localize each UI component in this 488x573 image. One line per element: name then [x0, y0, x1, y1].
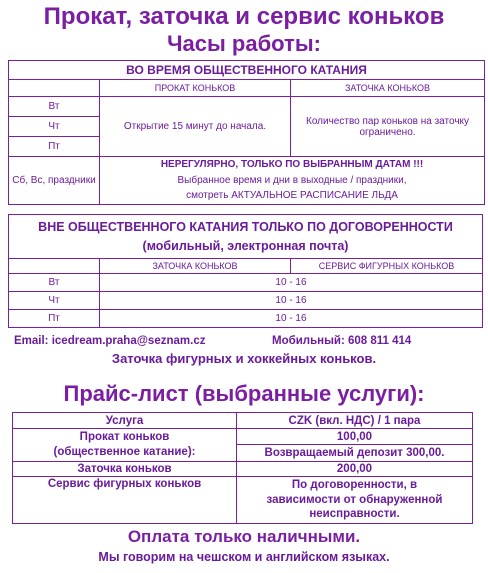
- day-cell: Пт: [9, 137, 100, 157]
- day-cell: Вт: [9, 97, 100, 117]
- outside-skating-table: [8, 214, 483, 328]
- col-sharpening-header: ЗАТОЧКА КОНЬКОВ: [100, 259, 291, 274]
- weekend-note-line: НЕРЕГУЛЯРНО, ТОЛЬКО ПО ВЫБРАННЫМ ДАТАМ !!!: [160, 159, 424, 170]
- hours-cell: 10 - 16: [100, 292, 483, 310]
- sharpening-note: Количество пар коньков на заточку ограничено.: [291, 97, 485, 157]
- figure-service-price-line: По договоренности, в: [291, 478, 418, 491]
- weekend-note: [100, 157, 485, 205]
- figure-service-price-line: зависимости от обнаруженной: [266, 493, 443, 506]
- figure-service-label: Сервис фигурных коньков: [13, 477, 237, 524]
- outside-skating-title: ВНЕ ОБЩЕСТВЕННОГО КАТАНИЯ ТОЛЬКО ПО ДОГОВОРЕННОСТИ (мобильный, электронная почта): [9, 215, 483, 259]
- hours-title: Часы работы:: [167, 31, 321, 56]
- day-cell: Вт: [9, 274, 100, 292]
- sharpening-price: 200,00: [237, 462, 473, 477]
- col-sharpening-header: ЗАТОЧКА КОНЬКОВ: [291, 80, 485, 97]
- col-service-header: Услуга: [13, 413, 237, 429]
- weekend-note-line: Выбранное время и дни в выходные / праздники,: [177, 174, 407, 186]
- rental-label-line: (общественное катание):: [53, 446, 196, 458]
- rental-deposit: Возвращаемый депозит 300,00.: [237, 445, 473, 462]
- price-list-table: [12, 412, 473, 524]
- price-list-title: Прайс-лист (выбранные услуги):: [63, 381, 425, 406]
- col-service-header: СЕРВИС ФИГУРНЫХ КОНЬКОВ: [291, 259, 483, 274]
- day-cell: Чт: [9, 117, 100, 137]
- sharpening-label: Заточка коньков: [13, 462, 237, 477]
- rental-note: Открытие 15 минут до начала.: [100, 97, 291, 157]
- weekend-note-line: смотреть АКТУАЛЬНОЕ РАСПИСАНИЕ ЛЬДА: [186, 190, 398, 201]
- weekend-label: Сб, Вс, праздники: [9, 157, 100, 205]
- sharpening-types: Заточка фигурных и хоккейных коньков.: [111, 351, 377, 366]
- day-cell: Пт: [9, 310, 100, 328]
- email-contact[interactable]: Email: icedream.praha@seznam.cz: [14, 335, 206, 347]
- public-skating-title: ВО ВРЕМЯ ОБЩЕСТВЕННОГО КАТАНИЯ: [9, 61, 485, 80]
- rental-label: [13, 429, 237, 462]
- mobile-contact[interactable]: Мобильный: 608 811 414: [272, 335, 412, 347]
- col-price-header: CZK (вкл. НДС) / 1 пара: [237, 413, 473, 429]
- empty-header-cell: [9, 259, 100, 274]
- payment-note: Оплата только наличными.: [127, 527, 361, 546]
- col-rental-header: ПРОКАТ КОНЬКОВ: [100, 80, 291, 97]
- day-cell: Чт: [9, 292, 100, 310]
- hours-cell: 10 - 16: [100, 274, 483, 292]
- empty-header-cell: [9, 80, 100, 97]
- figure-service-price-line: неисправности.: [309, 508, 400, 521]
- rental-price: 100,00: [237, 429, 473, 445]
- public-skating-table: [8, 60, 485, 205]
- page-title: Прокат, заточка и сервис коньков: [43, 3, 445, 30]
- rental-label-line: Прокат коньков: [79, 431, 170, 444]
- figure-service-price: [237, 477, 473, 524]
- languages-note: Мы говорим на чешском и английском языках.: [98, 550, 390, 564]
- hours-cell: 10 - 16: [100, 310, 483, 328]
